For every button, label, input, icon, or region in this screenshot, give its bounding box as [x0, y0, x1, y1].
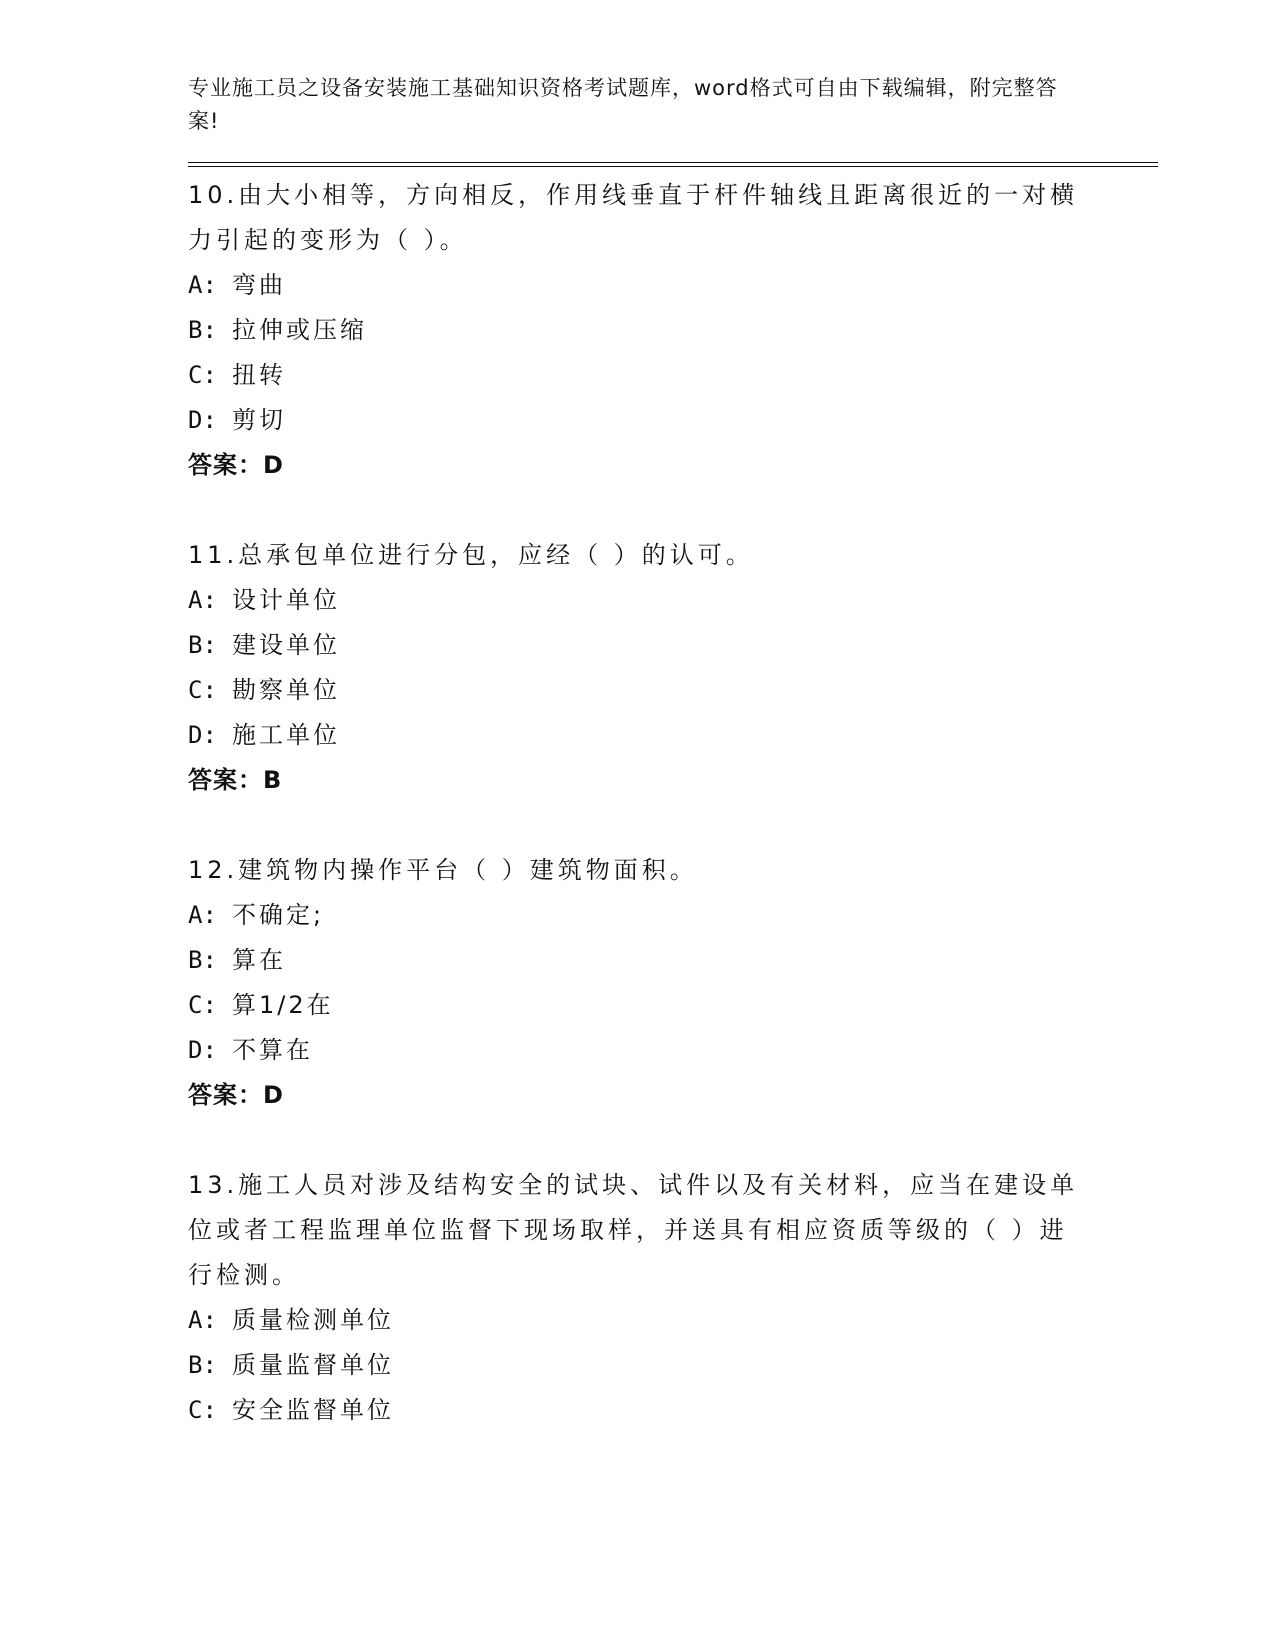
option-text: 拉伸或压缩 [232, 316, 367, 344]
question-12 [188, 848, 1188, 1118]
answer-line: 答案：B [188, 766, 283, 794]
option-text: 设计单位 [232, 586, 340, 614]
question-text: 11.总承包单位进行分包，应经（ ）的认可。 [188, 541, 754, 569]
option-key: A: [188, 901, 217, 929]
option-text: 建设单位 [232, 631, 340, 659]
option-key: C: [188, 1396, 217, 1424]
option-text: 不确定; [232, 901, 325, 929]
question-spacer [188, 488, 1188, 533]
header-double-rule [188, 162, 1158, 167]
document-header: 专业施工员之设备安装施工基础知识资格考试题库，word格式可自由下载编辑，附完整答案! [188, 76, 1058, 133]
question-text: 12.建筑物内操作平台（ ）建筑物面积。 [188, 856, 698, 884]
option-a [188, 893, 1188, 938]
question-10 [188, 173, 1188, 488]
option-text: 安全监督单位 [232, 1396, 394, 1424]
option-b [188, 308, 1188, 353]
answer-line: 答案：D [188, 1081, 284, 1109]
option-d [188, 713, 1188, 758]
question-text: 10.由大小相等，方向相反，作用线垂直于杆件轴线且距离很近的一对横力引起的变形为（ ）。 [188, 181, 1079, 254]
option-key: C: [188, 676, 217, 704]
option-text: 弯曲 [232, 271, 286, 299]
option-text: 算在 [232, 946, 286, 974]
question-text: 13.施工人员对涉及结构安全的试块、试件以及有关材料，应当在建设单位或者工程监理单位监督下现场取样，并送具有相应资质等级的（ ）进行检测。 [188, 1171, 1079, 1289]
option-c [188, 983, 1188, 1028]
question-13 [188, 1163, 1188, 1433]
option-key: A: [188, 1306, 217, 1334]
option-c [188, 1388, 1188, 1433]
question-spacer [188, 1118, 1188, 1163]
option-key: B: [188, 631, 217, 659]
option-text: 算1/2在 [232, 991, 334, 1019]
option-text: 不算在 [232, 1036, 313, 1064]
question-11 [188, 533, 1188, 803]
question-spacer [188, 803, 1188, 848]
option-key: B: [188, 946, 217, 974]
option-text: 勘察单位 [232, 676, 340, 704]
option-key: A: [188, 271, 217, 299]
option-key: C: [188, 361, 217, 389]
option-key: B: [188, 1351, 217, 1379]
option-text: 质量监督单位 [232, 1351, 394, 1379]
option-a [188, 263, 1188, 308]
option-key: C: [188, 991, 217, 1019]
option-text: 剪切 [232, 406, 286, 434]
option-key: D: [188, 406, 217, 434]
option-c [188, 353, 1188, 398]
option-key: A: [188, 586, 217, 614]
option-key: D: [188, 1036, 217, 1064]
option-a [188, 578, 1188, 623]
option-text: 扭转 [232, 361, 286, 389]
option-b [188, 1343, 1188, 1388]
option-d [188, 1028, 1188, 1073]
option-text: 施工单位 [232, 721, 340, 749]
document-page [188, 72, 1188, 1433]
option-b [188, 938, 1188, 983]
option-d [188, 398, 1188, 443]
option-key: B: [188, 316, 217, 344]
option-c [188, 668, 1188, 713]
option-key: D: [188, 721, 217, 749]
option-a [188, 1298, 1188, 1343]
answer-line: 答案：D [188, 451, 284, 479]
option-b [188, 623, 1188, 668]
option-text: 质量检测单位 [232, 1306, 394, 1334]
